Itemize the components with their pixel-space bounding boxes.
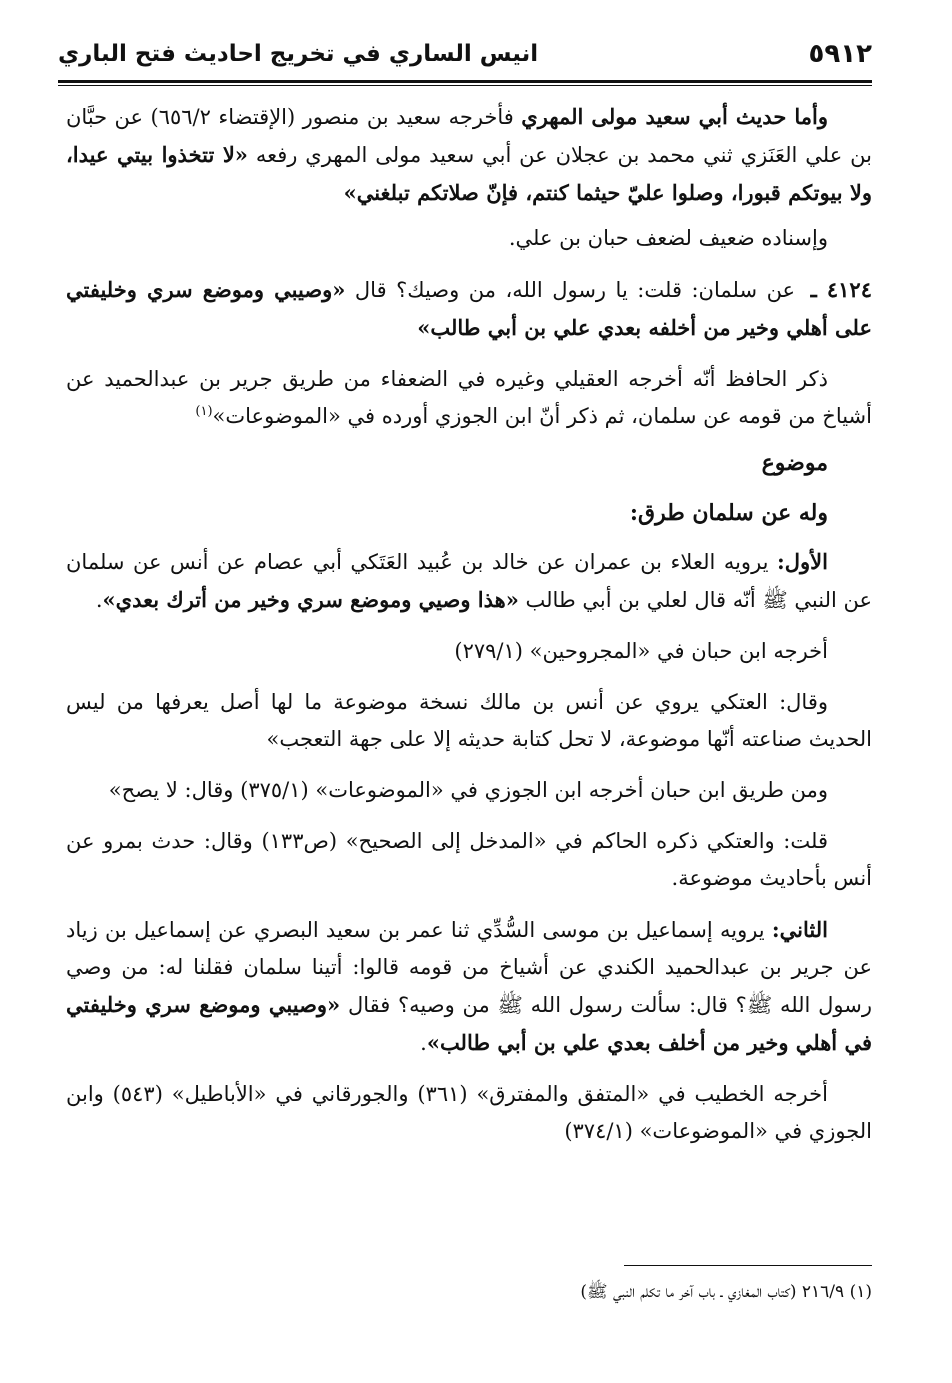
hadith-number: ٤١٢٤ ـ bbox=[810, 277, 872, 302]
paragraph-text: ذكر الحافظ أنّه أخرجه العقيلي وغيره في الضعفاء من طريق جرير بن عبدالحميد عن أشياخ من قومه عن سلمان، ثم ذكر أنّ ابن الجوزي أورده في «الموضوعات» bbox=[66, 367, 872, 428]
paragraph-text: يرويه إسماعيل بن موسى السُّدِّي ثنا عمر بن سعيد البصري عن إسماعيل بن زياد عن جرير بن عبدالحميد الكندي عن أشياخ من قومه قالوا: أتينا سلمان فقلنا له: من وصي رسول الله ﷺ؟ قال: سألت رسول الله ﷺ من وصيه؟ فقال bbox=[66, 918, 872, 1017]
paragraph-lead: الأول: bbox=[777, 549, 828, 574]
hadith-4124 bbox=[66, 271, 872, 347]
footnote: (١) ٢١٦/٩ (كتاب المغازي ـ باب آخر ما تكلم النبي ﷺ) bbox=[580, 1282, 872, 1302]
hadith-quote: «وصيبي وموضع سري وخليفتي على أهلي وخير من أخلفه بعدي علي بن أبي طالب» bbox=[66, 277, 872, 340]
paragraph-isnad-weak: وإسناده ضعيف لضعف حبان بن علي. bbox=[508, 226, 828, 250]
paragraph-khatib: أخرجه الخطيب في «المتفق والمفترق» (٣٦١) والجورقاني في «الأباطيل» (٥٤٣) وابن الجوزي في «الموضوعات» (٣٧٤/١) bbox=[66, 1082, 872, 1143]
paragraph-text: عن سلمان: قلت: يا رسول الله، من وصيك؟ قال bbox=[345, 278, 805, 302]
turuq-heading: وله عن سلمان طرق: bbox=[629, 500, 828, 526]
paragraph-text: فأخرجه سعيد بن منصور (الإقتضاء ٦٥٦/٢) عن حبَّان بن علي العَنَزي ثني محمد بن عجلان عن أبي سعيد مولى المهري رفعه bbox=[66, 105, 872, 167]
paragraph-hakim: قلت: والعتكي ذكره الحاكم في «المدخل إلى الصحيح» (ص١٣٣) وقال: حدث بمرو عن أنس بأحاديث موضوعة. bbox=[66, 829, 872, 890]
paragraph-ataki-note: وقال: العتكي يروي عن أنس بن مالك نسخة موضوعة ما لها أصل يعرفها من ليس الحديث صناعته أنّها موضوعة، لا تحل كتابة حديثه إلا على جهة التعجب» bbox=[66, 690, 872, 751]
paragraph-second-route bbox=[66, 911, 872, 1062]
page-header bbox=[58, 30, 872, 78]
paragraph-ibn-hibban: أخرجه ابن حبان في «المجروحين» (٢٧٩/١) bbox=[454, 639, 828, 663]
paragraph-text: يرويه العلاء بن عمران عن خالد بن عُبيد العَتَكي أبي عصام عن أنس عن سلمان عن النبي ﷺ أنّه قال لعلي بن أبي طالب bbox=[66, 550, 872, 612]
paragraph-hafiz bbox=[66, 361, 872, 435]
paragraph-lead: الثاني: bbox=[771, 917, 828, 942]
footnote-ref: (١) bbox=[195, 404, 213, 419]
paragraph-lead: وأما حديث أبي سعيد مولى المهري bbox=[521, 104, 828, 129]
paragraph-tail: . bbox=[420, 1031, 427, 1055]
hadith-quote: «وصيبي وموضع سري وخليفتي في أهلي وخير من أخلف بعدي علي بن أبي طالب» bbox=[66, 992, 872, 1055]
page-number: ٥٩١٢ bbox=[808, 39, 872, 69]
hadith-quote: «هذا وصيي وموضع سري وخير من أترك بعدي» bbox=[102, 587, 519, 612]
running-title: انيس الساري في تخريج احاديث فتح الباري bbox=[58, 41, 539, 67]
main-text bbox=[66, 98, 872, 1158]
footnote-rule bbox=[624, 1265, 872, 1266]
verdict-heading: موضوع bbox=[761, 450, 828, 476]
paragraph-abu-said bbox=[66, 98, 872, 212]
hadith-quote: «لا تتخذوا بيتي عيدا، ولا بيوتكم قبورا، وصلوا عليّ حيثما كنتم، فإنّ صلاتكم تبلغني» bbox=[66, 142, 872, 205]
header-rule bbox=[58, 80, 872, 86]
paragraph-tail: . bbox=[95, 588, 103, 612]
paragraph-first-route bbox=[66, 543, 872, 619]
paragraph-ibn-jawzi: ومن طريق ابن حبان أخرجه ابن الجوزي في «الموضوعات» (٣٧٥/١) وقال: لا يصح» bbox=[108, 778, 828, 802]
